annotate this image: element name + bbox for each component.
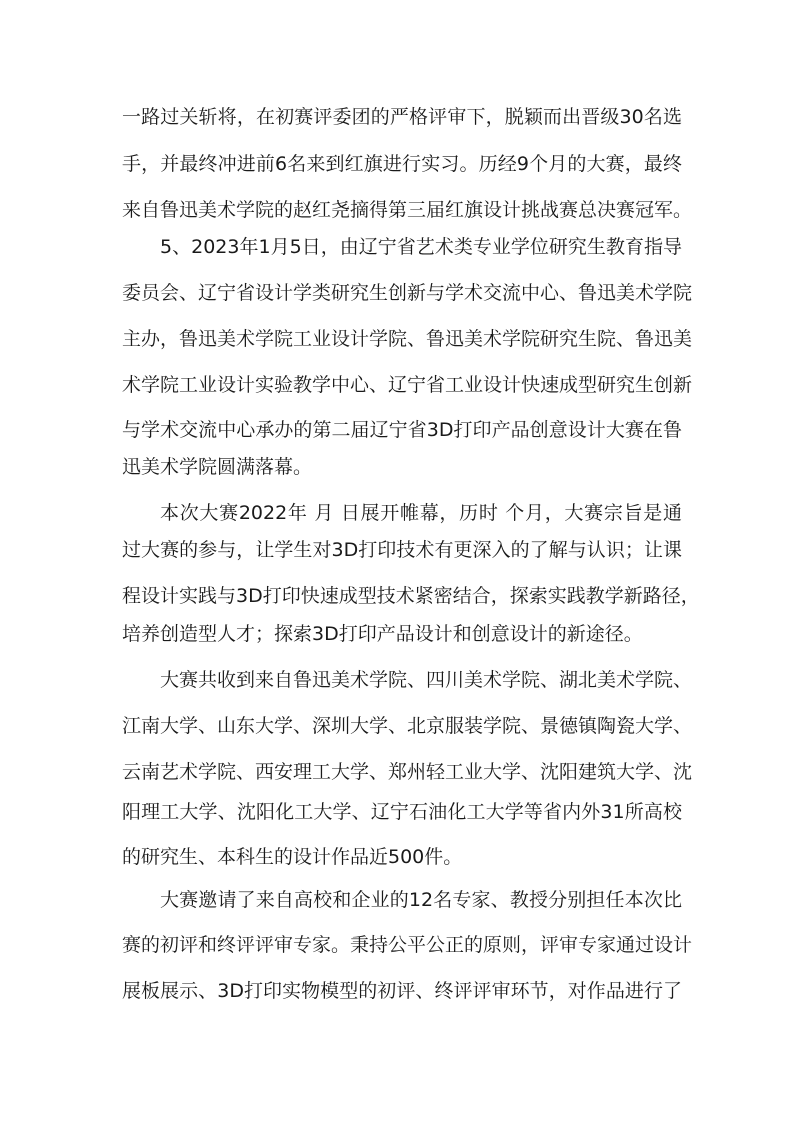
text-line: 一路过关斩将，在初赛评委团的严格评审下，脱颖而出晋级30名选	[122, 106, 682, 128]
text-line: 委员会、辽宁省设计学类研究生创新与学术交流中心、鲁迅美术学院	[122, 282, 693, 304]
text-line: 本次大赛2022年 月 日展开帷幕，历时 个月，大赛宗旨是通	[160, 502, 682, 524]
text-line: 大赛共收到来自鲁迅美术学院、四川美术学院、湖北美术学院、	[160, 669, 693, 691]
text-line: 过大赛的参与，让学生对3D打印技术有更深入的了解与认识；让课	[122, 539, 682, 561]
text-line: 阳理工大学、沈阳化工大学、辽宁石油化工大学等省内外31所高校	[122, 801, 682, 823]
text-line: 培养创造型人才；探索3D打印产品设计和创意设计的新途径。	[122, 623, 643, 645]
text-line: 云南艺术学院、西安理工大学、郑州轻工业大学、沈阳建筑大学、沈	[122, 761, 693, 783]
text-line: 术学院工业设计实验教学中心、辽宁省工业设计快速成型研究生创新	[122, 374, 693, 396]
text-line: 迅美术学院圆满落幕。	[122, 456, 313, 478]
text-line: 主办，鲁迅美术学院工业设计学院、鲁迅美术学院研究生院、鲁迅美	[122, 328, 693, 350]
text-line: 来自鲁迅美术学院的赵红尧摘得第三届红旗设计挑战赛总决赛冠军。	[122, 199, 693, 221]
text-line: 程设计实践与3D打印快速成型技术紧密结合，探索实践教学新路径，	[122, 585, 700, 607]
text-line: 与学术交流中心承办的第二届辽宁省3D打印产品创意设计大赛在鲁	[122, 419, 682, 441]
text-line: 赛的初评和终评评审专家。秉持公平公正的原则，评审专家通过设计	[122, 934, 693, 956]
text-line: 大赛邀请了来自高校和企业的12名专家、教授分别担任本次比	[160, 889, 682, 911]
text-line: 江南大学、山东大学、深圳大学、北京服装学院、景德镇陶瓷大学、	[122, 715, 693, 737]
text-line: 5、2023年1月5日，由辽宁省艺术类专业学位研究生教育指导	[160, 236, 682, 258]
text-line: 的研究生、本科生的设计作品近500件。	[122, 846, 463, 868]
text-line: 展板展示、3D打印实物模型的初评、终评评审环节，对作品进行了	[122, 980, 682, 1002]
text-line: 手，并最终冲进前6名来到红旗进行实习。历经9个月的大赛，最终	[122, 153, 682, 175]
